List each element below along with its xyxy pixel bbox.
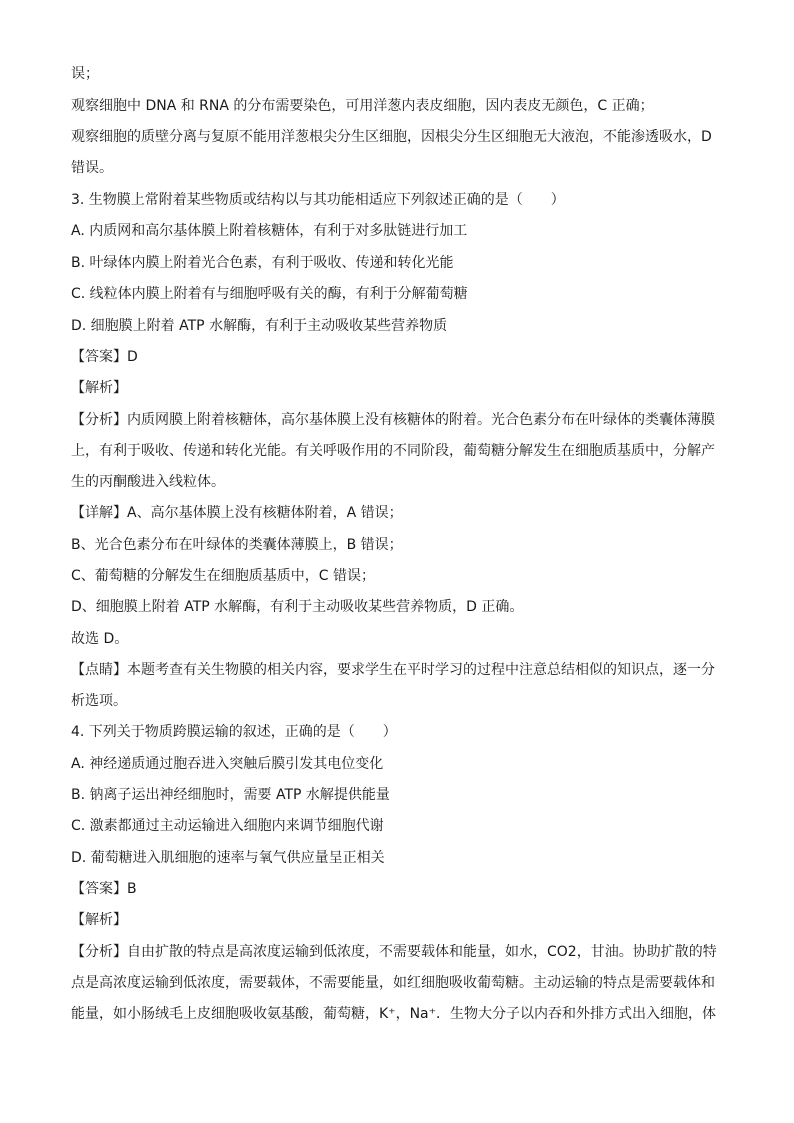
text-line: 观察细胞的质壁分离与复原不能用洋葱根尖分生区细胞，因根尖分生区细胞无大液泡，不能渗透吸水，D	[71, 129, 712, 145]
answer-label: 【答案】	[71, 881, 127, 897]
answer-value: B	[127, 881, 137, 897]
question-4-stem: 4. 下列关于物质跨膜运输的叙述，正确的是（ ）	[71, 724, 397, 740]
text-line: 观察细胞中 DNA 和 RNA 的分布需要染色，可用洋葱内表皮细胞，因内表皮无颜色，C 正确；	[71, 98, 654, 114]
text-line: 错误。	[71, 160, 113, 176]
answer-value: D	[127, 349, 138, 365]
text-line: 误；	[71, 66, 99, 82]
q4-option-a: A. 神经递质通过胞吞进入突触后膜引发其电位变化	[71, 756, 384, 772]
answer-label: 【答案】	[71, 349, 127, 365]
q4-option-d: D. 葡萄糖进入肌细胞的速率与氧气供应量呈正相关	[71, 850, 385, 866]
q3-xiangjie-line: 故选 D。	[71, 631, 129, 647]
q4-analysis-label: 【解析】	[71, 912, 127, 928]
q3-option-a: A. 内质网和高尔基体膜上附着核糖体，有利于对多肽链进行加工	[71, 223, 468, 239]
q3-xiangjie-line: D、细胞膜上附着 ATP 水解酶，有利于主动吸收某些营养物质，D 正确。	[71, 599, 524, 615]
q3-fenxi-line: 生的丙酮酸进入线粒体。	[71, 474, 225, 490]
q3-dianjing-line: 【点睛】本题考查有关生物膜的相关内容，要求学生在平时学习的过程中注意总结相似的知识点，逐一分	[71, 662, 715, 678]
q4-answer	[71, 879, 721, 899]
q3-analysis-label: 【解析】	[71, 380, 127, 396]
q3-option-b: B. 叶绿体内膜上附着光合色素，有利于吸收、传递和转化光能	[71, 255, 454, 271]
q3-xiangjie-line: C、葡萄糖的分解发生在细胞质基质中，C 错误；	[71, 568, 375, 584]
q4-fenxi-line: 能量，如小肠绒毛上皮细胞吸收氨基酸，葡萄糖，K⁺，Na⁺．生物大分子以内吞和外排方式出入细胞，体	[71, 1006, 717, 1022]
q3-xiangjie-line: B、光合色素分布在叶绿体的类囊体薄膜上，B 错误；	[71, 537, 403, 553]
question-3-stem: 3. 生物膜上常附着某些物质或结构以与其功能相适应下列叙述正确的是（ ）	[71, 192, 565, 208]
q3-dianjing-line: 析选项。	[71, 693, 127, 709]
q4-option-b: B. 钠离子运出神经细胞时，需要 ATP 水解提供能量	[71, 787, 390, 803]
q4-fenxi-line: 点是高浓度运输到低浓度，需要载体，不需要能量，如红细胞吸收葡萄糖。主动运输的特点是需要载体和	[71, 975, 715, 991]
q3-fenxi-line: 上，有利于吸收、传递和转化光能。有关呼吸作用的不同阶段，葡萄糖分解发生在细胞质基质中，分解产	[71, 443, 715, 459]
q3-option-d: D. 细胞膜上附着 ATP 水解酶，有利于主动吸收某些营养物质	[71, 318, 448, 334]
q3-option-c: C. 线粒体内膜上附着有与细胞呼吸有关的酶，有利于分解葡萄糖	[71, 286, 468, 302]
q3-fenxi-line: 【分析】内质网膜上附着核糖体，高尔基体膜上没有核糖体的附着。光合色素分布在叶绿体的类囊体薄膜	[71, 412, 715, 428]
q3-xiangjie-line: 【详解】A、高尔基体膜上没有核糖体附着，A 错误；	[71, 505, 403, 521]
q4-fenxi-line: 【分析】自由扩散的特点是高浓度运输到低浓度，不需要载体和能量，如水，CO2，甘油。协助扩散的特	[71, 944, 717, 960]
q3-answer	[71, 347, 721, 367]
q4-option-c: C. 激素都通过主动运输进入细胞内来调节细胞代谢	[71, 818, 384, 834]
